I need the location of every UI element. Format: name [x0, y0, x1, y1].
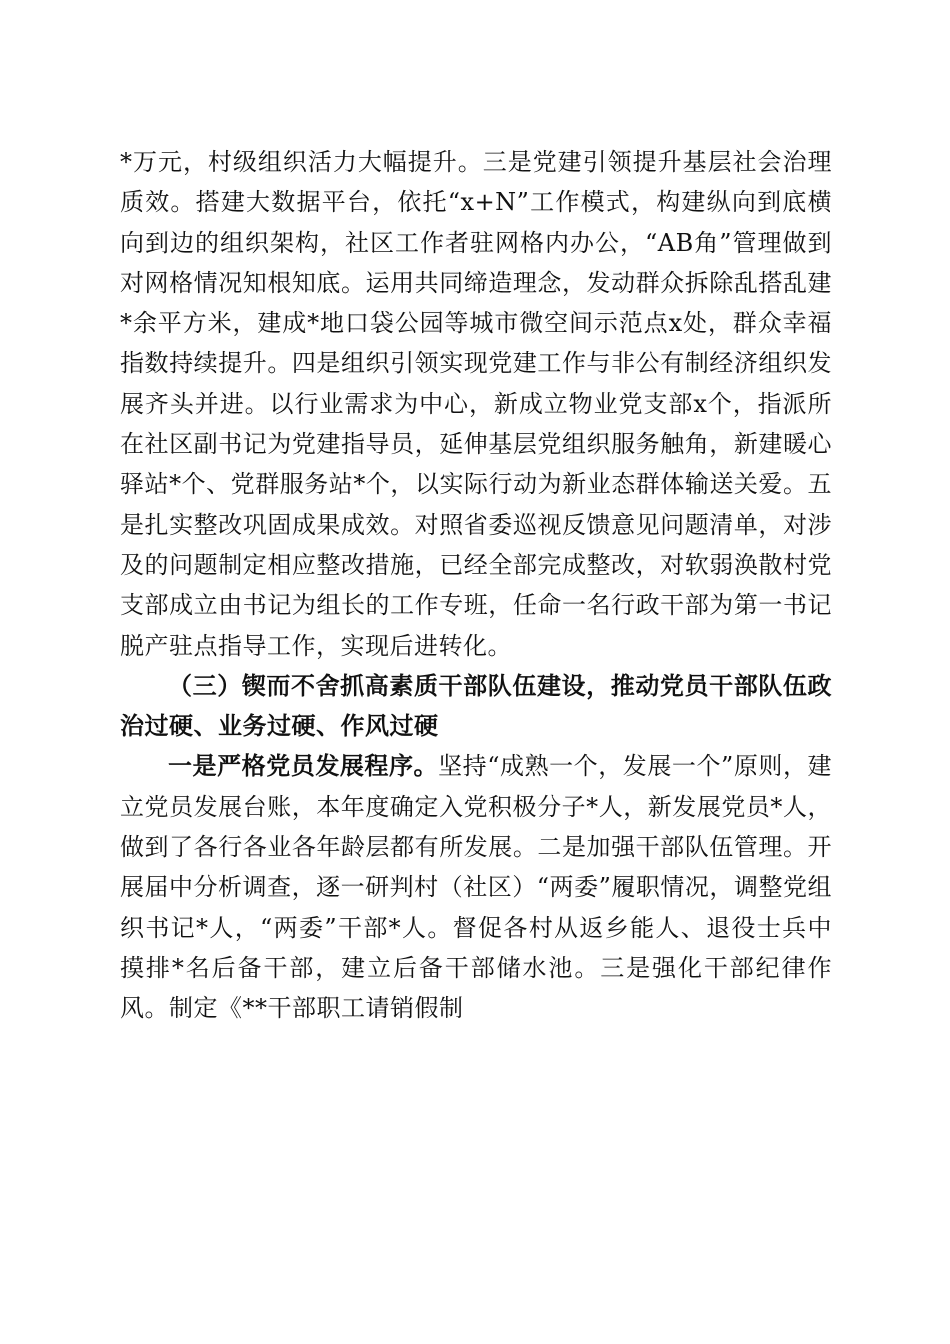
- paragraph-continued: *万元，村级组织活力大幅提升。三是党建引领提升基层社会治理质效。搭建大数据平台，依托“x+N”工作模式，构建纵向到底横向到边的组织架构，社区工作者驻网格内办公，“AB角”管理做到对网格情况知根知底。运用共同缔造理念，发动群众拆除乱搭乱建*余平方米，建成*地口袋公园等城市微空间示范点x处，群众幸福指数持续提升。四是组织引领实现党建工作与非公有制经济组织发展齐头并进。以行业需求为中心，新成立物业党支部x个，指派所在社区副书记为党建指导员，延伸基层党组织服务触角，新建暖心驿站*个、党群服务站*个，以实际行动为新业态群体输送关爱。五是扎实整改巩固成果成效。对照省委巡视反馈意见问题清单，对涉及的问题制定相应整改措施，已经全部完成整改，对软弱涣散村党支部成立由书记为组长的工作专班，任命一名行政干部为第一书记脱产驻点指导工作，实现后进转化。: [120, 148, 832, 660]
- section-heading-3: （三）锲而不舍抓高素质干部队伍建设，推动党员干部队伍政治过硬、业务过硬、作风过硬: [120, 670, 832, 741]
- document-body: [120, 142, 832, 1029]
- paragraph-section-3: [120, 746, 832, 1028]
- paragraph-lead-sentence: 一是严格党员发展程序。: [168, 751, 439, 781]
- paragraph-body-text: 坚持“成熟一个，发展一个”原则，建立党员发展台账，本年度确定入党积极分子*人，新发展党员*人，做到了各行各业各年龄层都有所发展。二是加强干部队伍管理。开展届中分析调查，逐一研判村（社区）“两委”履职情况，调整党组织书记*人，“两委”干部*人。督促各村从返乡能人、退役士兵中摸排*名后备干部，建立后备干部储水池。三是强化干部纪律作风。制定《**干部职工请销假制: [120, 752, 832, 1023]
